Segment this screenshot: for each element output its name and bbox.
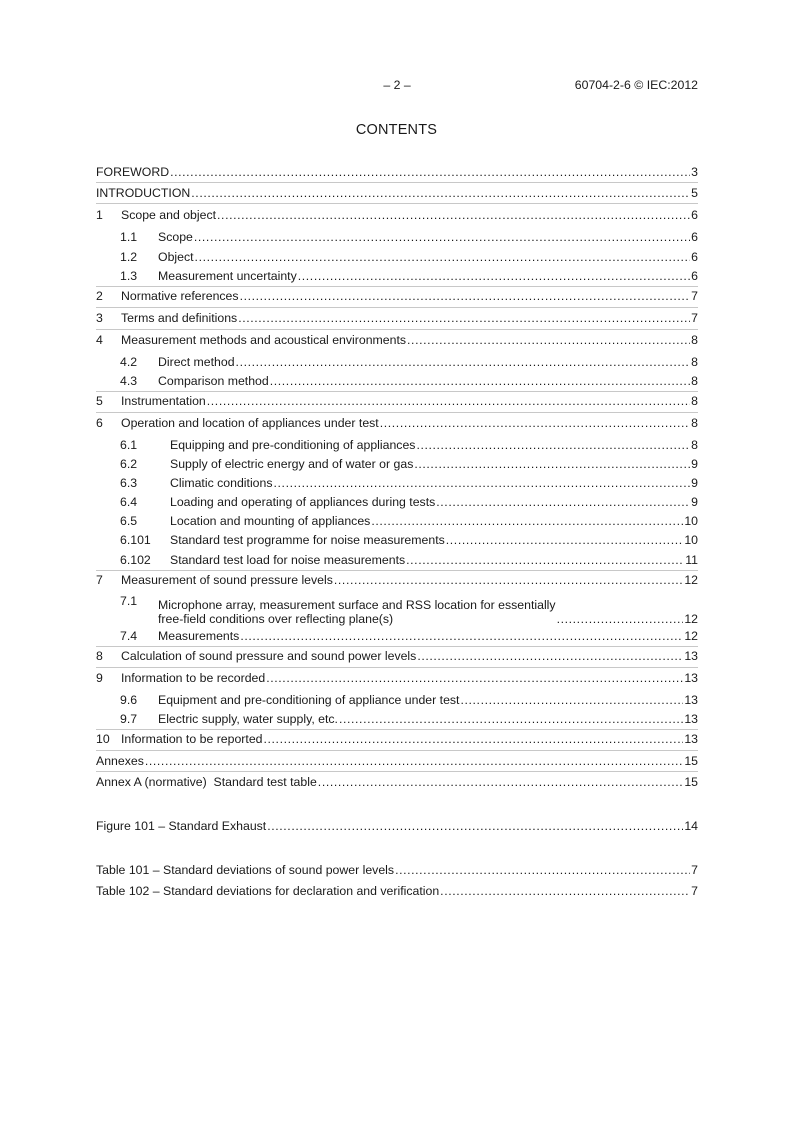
toc-page: 6 [691,208,698,222]
dot-leader [236,355,691,369]
toc-label: Standard test programme for noise measurements [170,533,445,547]
toc-entry-7-4[interactable] [120,629,698,645]
toc-number: 1 [96,208,103,222]
dot-leader [240,289,691,303]
dot-leader [417,649,683,663]
toc-number: 6 [96,416,103,430]
dot-leader [217,208,690,222]
dot-leader [334,573,683,587]
divider [96,182,698,183]
toc-page: 15 [684,754,698,768]
dot-leader [238,311,690,325]
toc-label: Information to be reported [121,732,263,746]
toc-label: FOREWORD [96,165,170,179]
dot-leader [440,884,690,898]
toc-page: 12 [684,612,698,626]
toc-label: Annexes [96,754,144,768]
toc-label: Measurement uncertainty [158,269,297,283]
toc-label: Table 102 – Standard deviations for declaration and verification [96,884,440,898]
toc-page: 7 [691,289,698,303]
toc-label: Measurement of sound pressure levels [121,573,333,587]
toc-page: 8 [691,355,698,369]
toc-page: 13 [684,649,698,663]
toc-number: 1.3 [120,269,138,283]
toc-label: Annex A (normative) Standard test table [96,775,317,789]
toc-label: Measurements [158,629,240,643]
dot-leader [195,250,691,264]
dot-leader [240,629,683,643]
toc-entry-figure-101[interactable] [96,819,698,835]
toc-entry-6-3[interactable] [120,476,698,492]
toc-entry-1-2[interactable] [120,250,698,266]
toc-page: 9 [691,495,698,509]
divider [96,750,698,751]
page-title: CONTENTS [355,122,438,138]
toc-number: 4 [96,333,103,347]
divider [96,412,698,413]
dot-leader [371,514,683,528]
dot-leader [267,819,683,833]
toc-label: Figure 101 – Standard Exhaust [96,819,267,833]
toc-page: 8 [691,333,698,347]
toc-page: 10 [684,514,698,528]
toc-entry-9[interactable] [96,671,698,687]
dot-leader [436,495,690,509]
dot-leader [264,732,684,746]
toc-label: Supply of electric energy and of water or gas [170,457,414,471]
toc-entry-1-3[interactable] [120,269,698,285]
toc-entry-6-102[interactable] [120,553,698,569]
toc-label: Location and mounting of appliances [170,514,371,528]
toc-label: Object [158,250,194,264]
page-number: – 2 – [383,78,411,92]
divider [96,391,698,392]
toc-number: 9 [96,671,103,685]
toc-number: 3 [96,311,103,325]
toc-entry-9-7[interactable] [120,712,698,728]
divider [96,286,698,287]
toc-number: 7.1 [120,594,138,608]
toc-entry-6-101[interactable] [120,533,698,549]
dot-leader [395,863,690,877]
toc-label: INTRODUCTION [96,186,191,200]
dot-leader [207,394,690,408]
toc-number: 4.3 [120,374,138,388]
toc-number: 7.4 [120,629,138,643]
dot-leader [446,533,684,547]
toc-label: Measurement methods and acoustical environments [121,333,407,347]
toc-number: 2 [96,289,103,303]
toc-page: 7 [691,311,698,325]
toc-number: 6.101 [120,533,151,547]
toc-page: 15 [684,775,698,789]
dot-leader [557,612,684,626]
dot-leader [339,712,683,726]
toc-page: 13 [684,671,698,685]
toc-label: Normative references [121,289,239,303]
page-header [96,78,698,94]
toc-entry-table-102[interactable] [96,884,698,900]
toc-page: 5 [691,186,698,200]
toc-entry-annex-a[interactable] [96,775,698,791]
toc-number: 7 [96,573,103,587]
toc-page: 3 [691,165,698,179]
dot-leader [145,754,683,768]
divider [96,307,698,308]
toc-entry-1[interactable] [96,208,698,224]
divider [96,646,698,647]
toc-entry-foreword[interactable] [96,165,698,181]
dot-leader [414,457,690,471]
dot-leader [406,553,684,567]
dot-leader [318,775,684,789]
toc-entry-4-3[interactable] [120,374,698,390]
toc-entry-6-4[interactable] [120,495,698,511]
toc-page: 9 [691,457,698,471]
toc-entry-4-2[interactable] [120,355,698,371]
dot-leader [191,186,690,200]
toc-label: Terms and definitions [121,311,238,325]
toc-entry-3[interactable] [96,311,698,327]
toc-entry-10[interactable] [96,732,698,748]
toc-entry-9-6[interactable] [120,693,698,709]
toc-page: 13 [684,693,698,707]
toc-label: Table 101 – Standard deviations of sound power levels [96,863,395,877]
toc-entry-8[interactable] [96,649,698,665]
toc-entry-6-5[interactable] [120,514,698,530]
divider [96,771,698,772]
toc-page: 13 [684,712,698,726]
toc-entry-7[interactable] [96,573,698,589]
toc-number: 1.1 [120,230,138,244]
dot-leader [407,333,690,347]
toc-page: 9 [691,476,698,490]
toc-number: 6.3 [120,476,138,490]
toc-number: 8 [96,649,103,663]
toc-entry-introduction[interactable] [96,186,698,202]
toc-number: 6.2 [120,457,138,471]
toc-entry-4[interactable] [96,333,698,349]
toc-entry-6-1[interactable] [120,438,698,454]
toc-label: Scope [158,230,193,244]
toc-page: 8 [691,394,698,408]
dot-leader [460,693,683,707]
divider [96,667,698,668]
dot-leader [270,374,690,388]
toc-number: 5 [96,394,103,408]
toc-entry-6-2[interactable] [120,457,698,473]
toc-number: 9.6 [120,693,138,707]
toc-number: 10 [96,732,110,746]
toc-label: Calculation of sound pressure and sound power levels [121,649,417,663]
toc-label: Comparison method [158,374,269,388]
toc-entry-2[interactable] [96,289,698,305]
toc-entry-1-1[interactable] [120,230,698,246]
toc-number: 6.4 [120,495,138,509]
dot-leader [266,671,683,685]
toc-page: 11 [685,553,698,567]
toc-page: 12 [684,629,698,643]
toc-page: 8 [691,374,698,388]
toc-page: 7 [691,863,698,877]
dot-leader [298,269,690,283]
toc-label: Climatic conditions [170,476,273,490]
toc-number: 1.2 [120,250,138,264]
toc-label [158,598,556,626]
toc-label-line1: Microphone array, measurement surface and RSS location for essentially [158,598,556,612]
toc-number: 9.7 [120,712,138,726]
toc-number: 6.102 [120,553,151,567]
toc-page: 7 [691,884,698,898]
toc-label: Direct method [158,355,235,369]
dot-leader [194,230,690,244]
toc-entry-7-1[interactable] [120,594,698,626]
toc-page: 6 [691,250,698,264]
dot-leader [416,438,690,452]
toc-number: 4.2 [120,355,138,369]
dot-leader [274,476,691,490]
toc-label: Scope and object [121,208,217,222]
toc-label: Operation and location of appliances under test [121,416,379,430]
toc-entry-annexes[interactable] [96,754,698,770]
toc-page: 12 [684,573,698,587]
toc-entry-5[interactable] [96,394,698,410]
toc-label: Equipping and pre-conditioning of appliances [170,438,416,452]
toc-label: Electric supply, water supply, etc. [158,712,338,726]
toc-page: 14 [684,819,698,833]
toc-page: 8 [691,438,698,452]
toc-page: 6 [691,269,698,283]
toc-page: 13 [684,732,698,746]
dot-leader [380,416,690,430]
toc-label: Loading and operating of appliances during tests [170,495,436,509]
toc-label: Information to be recorded [121,671,266,685]
divider [96,329,698,330]
toc-page: 10 [684,533,698,547]
dot-leader [170,165,690,179]
divider [96,570,698,571]
toc-page: 8 [691,416,698,430]
standard-reference: 60704-2-6 © IEC:2012 [574,78,698,92]
divider [96,203,698,204]
toc-label: Equipment and pre-conditioning of appliance under test [158,693,460,707]
toc-entry-6[interactable] [96,416,698,432]
toc-number: 6.1 [120,438,138,452]
toc-label-line2: free-field conditions over reflecting plane(s) [158,612,394,626]
toc-page: 6 [691,230,698,244]
divider [96,729,698,730]
toc-entry-table-101[interactable] [96,863,698,879]
toc-label: Instrumentation [121,394,206,408]
toc-label: Standard test load for noise measurements [170,553,406,567]
toc-number: 6.5 [120,514,138,528]
